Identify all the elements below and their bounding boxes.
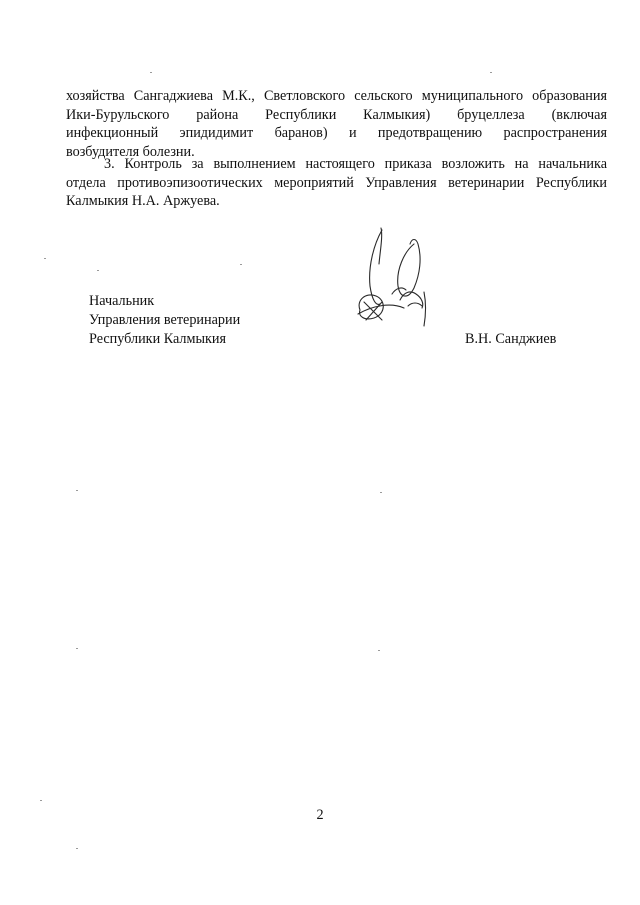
- scan-speck: [378, 650, 380, 651]
- scan-speck: [40, 800, 42, 801]
- position-line: Управления ветеринарии: [89, 312, 241, 328]
- scan-speck: [44, 258, 46, 259]
- scan-speck: [380, 492, 382, 493]
- paragraph-3: [66, 155, 607, 211]
- scan-speck: [97, 270, 99, 271]
- text-line: инфекционный эпидидимит баранов) и предотвращению распространения: [66, 125, 607, 141]
- scan-speck: [76, 490, 78, 491]
- handwritten-signature: [352, 222, 442, 332]
- signatory-position: [89, 292, 240, 349]
- scan-speck: [490, 72, 492, 73]
- scan-speck: [76, 848, 78, 849]
- scan-speck: [150, 72, 152, 73]
- signatory-name: В.Н. Санджиев: [465, 331, 557, 347]
- scan-speck: [76, 648, 78, 649]
- paragraph-continued: [66, 87, 607, 161]
- scan-speck: [240, 264, 242, 265]
- text-line: отдела противоэпизоотических мероприятий Управления ветеринарии Республики: [66, 174, 607, 191]
- text-line: хозяйства Сангаджиева М.К., Светловского сельского муниципального образования: [66, 88, 607, 104]
- text-line: возбудителя болезни.: [66, 143, 195, 160]
- text-line: 3. Контроль за выполнением настоящего приказа возложить на начальника: [104, 156, 607, 172]
- position-line: Республики Калмыкия: [89, 331, 227, 347]
- text-line: Калмыкия Н.А. Аржуева.: [66, 193, 220, 209]
- text-line: Ики-Бурульского района Республики Калмыкия) бруцеллеза (включая: [66, 106, 607, 123]
- page-number: 2: [316, 807, 324, 823]
- position-line: Начальник: [89, 293, 155, 309]
